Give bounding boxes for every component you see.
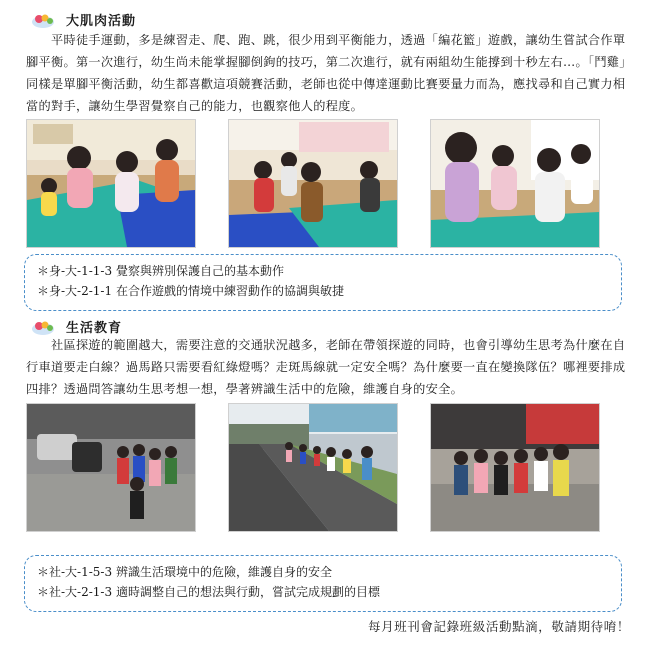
section-title-life-education: 生活教育 <box>30 317 122 336</box>
cloud-emblem-icon <box>30 318 56 336</box>
photo-community-walk-crosswalk <box>430 403 600 532</box>
learning-goal-item: ＊社-大-2-1-3 適時調整自己的想法與行動，嘗試完成規劃的目標 <box>37 585 380 599</box>
photo-children-balance-game-2 <box>228 119 398 248</box>
learning-goal-item: ＊社-大-1-5-3 辨識生活環境中的危險，維護自身的安全 <box>37 565 332 579</box>
section-title-gross-motor: 大肌肉活動 <box>30 10 136 29</box>
photo-community-walk-street <box>26 403 196 532</box>
footer-note: 每月班刊會記錄班級活動點滴，敬請期待唷！ <box>367 619 630 634</box>
photo-community-walk-bike-path <box>228 403 398 532</box>
learning-goals-box-life-education <box>24 555 622 612</box>
life-education-paragraph: 社區探遊的範圍越大，需要注意的交通狀況越多，老師在帶領探遊的同時，也會引導幼生思考為什麼在自行車道要走白線？過馬路只需要看紅綠燈嗎？走斑馬線就一定安全嗎？為什麼要一直在變換隊伍？哪裡要排成四排？透過問答讓幼生思考想一想，學著辨識生活中的危險，維護自身的安全。 <box>26 338 626 396</box>
cloud-emblem-icon <box>30 11 56 29</box>
photo-children-balance-game-1 <box>26 119 196 248</box>
learning-goals-box-gross-motor <box>24 254 622 311</box>
gross-motor-paragraph: 平時徒手運動，多是練習走、爬、跑、跳，很少用到平衡能力，透過「編花籃」遊戲，讓幼生嘗試合作單腳平衡。第一次進行，幼生尚未能掌握腳倒鉤的技巧，第二次進行，就有兩組幼生能撐到十秒左右…。「鬥雞」同樣是單腳平衡活動，幼生都喜歡這項競賽活動，老師也從中傳達運動比賽要量力而為，應找尋和自己實力相當的對手，讓幼生學習覺察自己的能力，也觀察他人的程度。 <box>26 33 626 113</box>
learning-goal-item: ＊身-大-1-1-3 覺察與辨別保護自己的基本動作 <box>37 264 284 278</box>
photo-children-balance-game-3 <box>430 119 600 248</box>
learning-goal-item: ＊身-大-2-1-1 在合作遊戲的情境中練習動作的協調與敏捷 <box>37 284 344 298</box>
